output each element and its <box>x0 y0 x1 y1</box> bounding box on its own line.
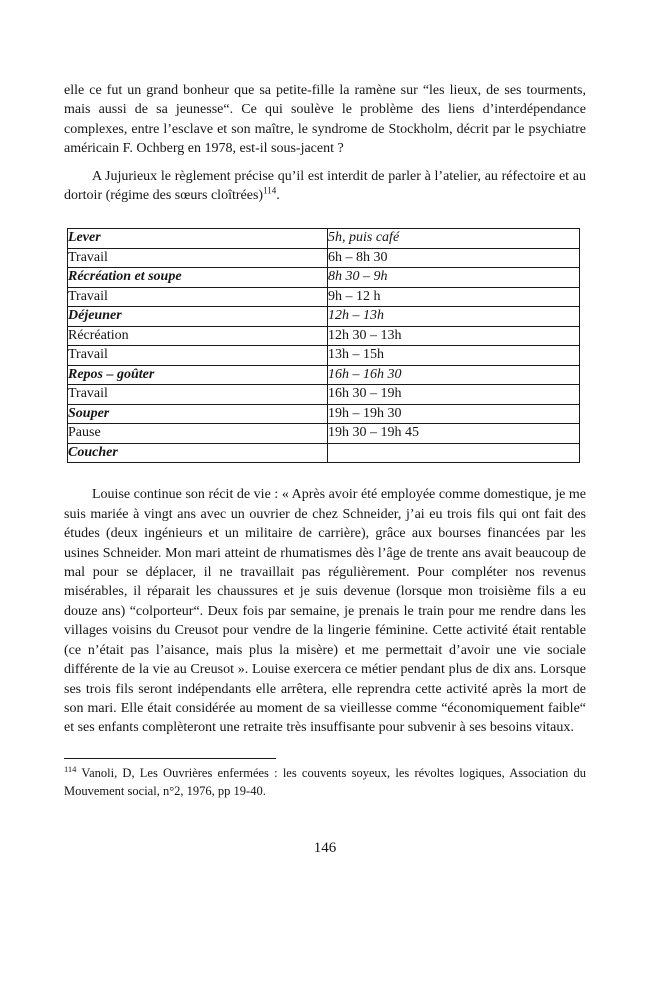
schedule-time-cell: 5h, puis café <box>328 229 580 249</box>
schedule-row <box>68 365 580 385</box>
paragraph-intro: elle ce fut un grand bonheur que sa petite-fille la ramène sur “les lieux, de ses tourments, mais aussi de sa jeunesse“. Ce qui soulève le problème des liens d’interdépendance complexes, entre l’esclave et son maître, le syndrome de Stockholm, décrit par le psychiatre américain F. Ochberg en 1978, est-il sous-jacent ? <box>64 83 586 157</box>
footnote-marker: 114 <box>64 763 77 774</box>
schedule-activity-cell: Récréation <box>68 326 328 346</box>
paragraph-jujurieux-period: . <box>276 188 280 204</box>
schedule-time-cell <box>328 443 580 463</box>
schedule-time-cell: 19h 30 – 19h 45 <box>328 424 580 444</box>
schedule-time-cell: 19h – 19h 30 <box>328 404 580 424</box>
schedule-activity-cell: Souper <box>68 404 328 424</box>
schedule-table-body <box>68 229 580 463</box>
footnote-text: Vanoli, D, Les Ouvrières enfermées : les couvents soyeux, les révoltes logiques, Association du Mouvement social, n°2, 1976, pp 19-40. <box>64 765 586 798</box>
schedule-time-cell: 12h – 13h <box>328 307 580 327</box>
schedule-row <box>68 287 580 307</box>
schedule-activity-cell: Déjeuner <box>68 307 328 327</box>
schedule-row <box>68 443 580 463</box>
schedule-time-cell: 9h – 12 h <box>328 287 580 307</box>
footnote-separator <box>64 758 276 759</box>
schedule-activity-cell: Récréation et soupe <box>68 268 328 288</box>
footnote <box>64 764 586 800</box>
schedule-time-cell: 6h – 8h 30 <box>328 248 580 268</box>
schedule-row <box>68 346 580 366</box>
paragraph-jujurieux <box>64 167 586 206</box>
schedule-row <box>68 424 580 444</box>
schedule-activity-cell: Travail <box>68 346 328 366</box>
schedule-activity-cell: Travail <box>68 287 328 307</box>
paragraph-louise-testimony: Louise continue son récit de vie : « Après avoir été employée comme domestique, je me suis mariée à vingt ans avec un ouvrier de chez Schneider, j’ai eu trois fils qui ont fait des études (deux ingénieurs et un militaire de carrière), grâce aux bourses financées par les usines Schneider. Mon mari atteint de rhumatismes dès l’âge de trente ans avait beaucoup de mal pour se déplacer, il ne travaillait pas régulièrement. Pour compléter nos revenus misérables, il réparait les chaussures et je suis devenue (lorsque mon troisième fils a eu douze ans) “colporteur“. Deux fois par semaine, je prenais le train pour me rendre dans les villages voisins du Creusot pour vendre de la lingerie féminine. Cette activité était rentable (ce n’était pas l’aisance, mais plus la misère) et me permettait d’avoir une vie sociale différente de la vie au Creusot ». Louise exercera ce métier pendant plus de dix ans. Lorsque ses trois fils seront indépendants elle arrêtera, elle reprendra cette activité après la mort de son mari. Elle était considérée au moment de sa vieillesse comme “économiquement faible“ et ses enfants complèteront une retraite très insuffisante pour subvenir à ses besoins vitaux. <box>64 487 586 736</box>
schedule-row <box>68 385 580 405</box>
schedule-row <box>68 248 580 268</box>
schedule-row <box>68 326 580 346</box>
schedule-time-cell: 8h 30 – 9h <box>328 268 580 288</box>
schedule-row <box>68 307 580 327</box>
schedule-time-cell: 16h – 16h 30 <box>328 365 580 385</box>
schedule-activity-cell: Pause <box>68 424 328 444</box>
daily-schedule-table <box>67 228 580 463</box>
paragraph-jujurieux-text: A Jujurieux le règlement précise qu’il est interdit de parler à l’atelier, au réfectoire et au dortoir (régime des sœurs cloîtrées) <box>64 168 586 204</box>
schedule-time-cell: 16h 30 – 19h <box>328 385 580 405</box>
schedule-time-cell: 13h – 15h <box>328 346 580 366</box>
schedule-row <box>68 268 580 288</box>
schedule-row <box>68 404 580 424</box>
schedule-activity-cell: Travail <box>68 385 328 405</box>
schedule-time-cell: 12h 30 – 13h <box>328 326 580 346</box>
schedule-row <box>68 229 580 249</box>
schedule-activity-cell: Repos – goûter <box>68 365 328 385</box>
footnote-reference: 114 <box>263 185 277 196</box>
page-number: 146 <box>313 839 337 856</box>
schedule-activity-cell: Travail <box>68 248 328 268</box>
schedule-activity-cell: Coucher <box>68 443 328 463</box>
schedule-activity-cell: Lever <box>68 229 328 249</box>
